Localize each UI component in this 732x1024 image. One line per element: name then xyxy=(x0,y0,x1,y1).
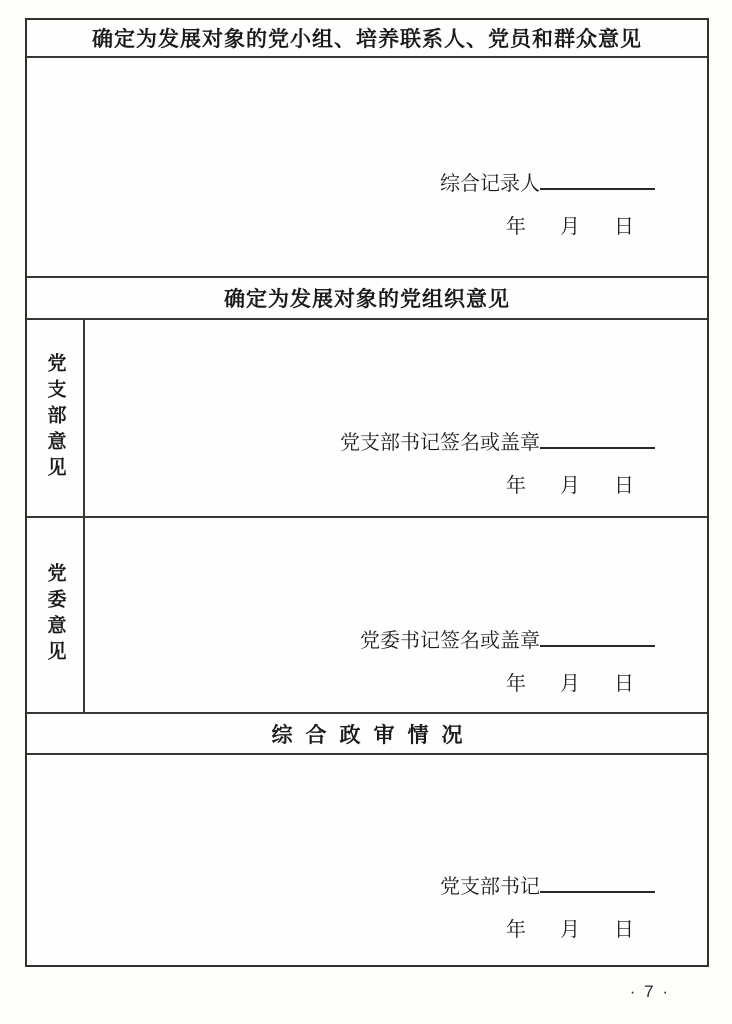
branch-side-label: 党支部意见 xyxy=(44,353,66,483)
section1-header xyxy=(27,20,707,58)
month-label: 月 xyxy=(560,919,580,941)
month-label: 月 xyxy=(560,216,580,238)
branch-opinion-row xyxy=(27,320,707,518)
form-table xyxy=(25,18,709,967)
review-signature-area xyxy=(27,870,707,965)
branch-signature-line xyxy=(340,426,707,455)
committee-signature-label: 党委书记签名或盖章 xyxy=(360,630,540,652)
page-number: · 7 · xyxy=(629,982,670,1001)
branch-opinion-cell xyxy=(85,320,707,516)
recorder-signature-blank xyxy=(540,169,655,190)
day-label: 日 xyxy=(614,919,634,941)
section3-review-cell xyxy=(27,755,707,965)
committee-signature-area xyxy=(85,624,707,712)
branch-signature-blank xyxy=(540,428,655,449)
committee-signature-blank xyxy=(540,626,655,647)
day-label: 日 xyxy=(614,475,634,497)
committee-side-cell xyxy=(27,518,85,712)
section2-header xyxy=(27,278,707,320)
section2-title: 确定为发展对象的党组织意见 xyxy=(224,288,510,311)
section1-title: 确定为发展对象的党小组、培养联系人、党员和群众意见 xyxy=(92,28,642,51)
month-label: 月 xyxy=(560,673,580,695)
branch-side-cell xyxy=(27,320,85,516)
section3-date-line xyxy=(506,913,707,942)
section1-date-line xyxy=(506,210,707,239)
section3-title: 综合政审情况 xyxy=(271,723,476,747)
committee-side-label: 党委意见 xyxy=(44,563,66,667)
committee-date-line xyxy=(506,667,707,696)
recorder-label: 综合记录人 xyxy=(440,173,540,195)
review-signature-blank xyxy=(540,872,655,893)
month-label: 月 xyxy=(560,475,580,497)
year-label: 年 xyxy=(506,216,526,238)
day-label: 日 xyxy=(614,216,634,238)
day-label: 日 xyxy=(614,673,634,695)
branch-signature-area xyxy=(85,426,707,516)
committee-opinion-cell xyxy=(85,518,707,712)
recorder-signature-area xyxy=(27,167,707,276)
branch-signature-label: 党支部书记签名或盖章 xyxy=(340,432,540,454)
recorder-signature-line xyxy=(440,167,707,196)
year-label: 年 xyxy=(506,919,526,941)
year-label: 年 xyxy=(506,673,526,695)
branch-date-line xyxy=(506,469,707,498)
section3-header xyxy=(27,714,707,755)
review-signature-label: 党支部书记 xyxy=(440,876,540,898)
section1-opinion-cell xyxy=(27,58,707,278)
committee-opinion-row xyxy=(27,518,707,714)
year-label: 年 xyxy=(506,475,526,497)
committee-signature-line xyxy=(360,624,707,653)
review-signature-line xyxy=(440,870,707,899)
